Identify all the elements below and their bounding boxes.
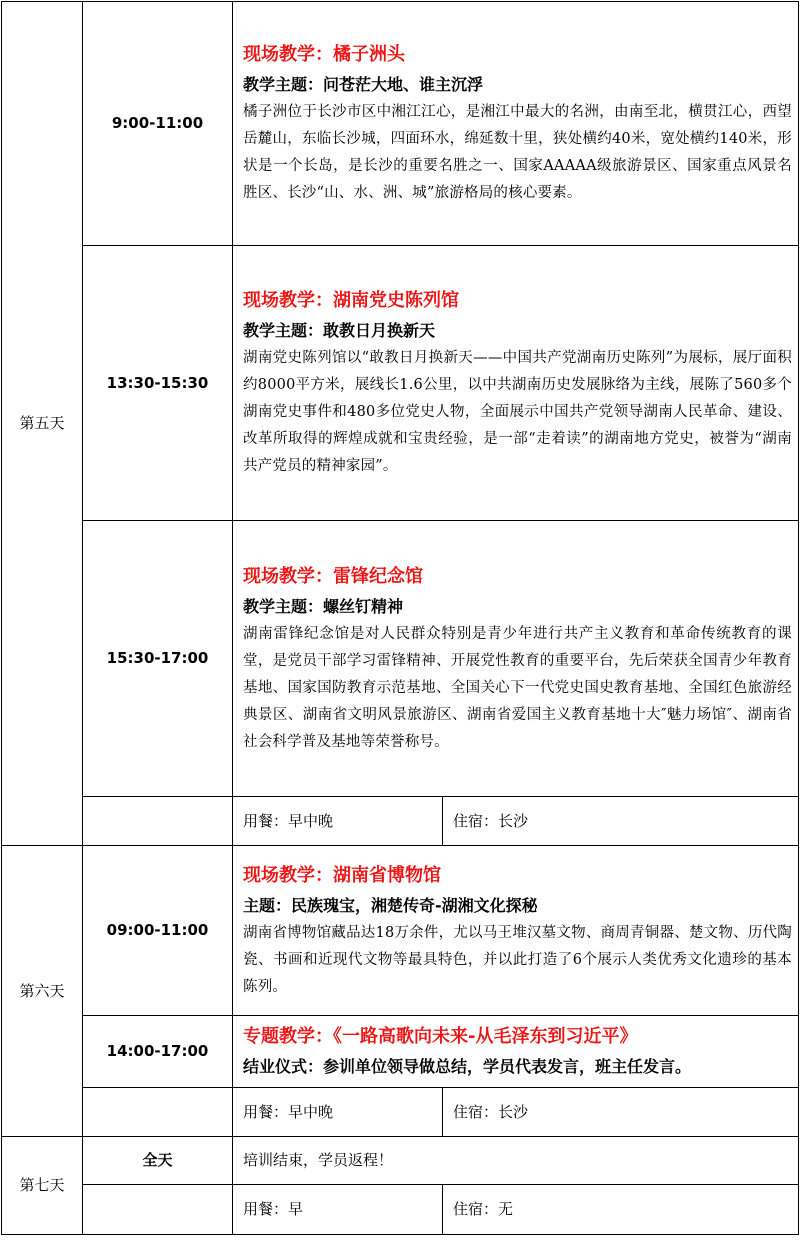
session-heading: 专题教学：《一路高歌向未来-从毛泽东到习近平》 xyxy=(243,1026,638,1047)
session-time: 09:00-11:00 xyxy=(83,846,233,1016)
meal-info: 用餐：早中晚 xyxy=(233,1088,443,1137)
session-content xyxy=(233,846,799,1016)
session-content xyxy=(233,1016,799,1088)
table-row xyxy=(2,846,799,1016)
empty-cell xyxy=(83,797,233,846)
session-description: 湖南省博物馆藏品达18万余件，尤以马王堆汉墓文物、商周青铜器、楚文物、历代陶瓷、书画和近现代文物等最具特色，并以此打造了6个展示人类优秀文化遗珍的基本陈列。 xyxy=(243,924,792,995)
session-content xyxy=(233,246,799,521)
session-time: 全天 xyxy=(83,1137,233,1185)
table-row xyxy=(2,797,799,846)
session-time: 14:00-17:00 xyxy=(83,1016,233,1088)
lodging-info: 住宿：长沙 xyxy=(443,797,799,846)
session-content xyxy=(233,521,799,797)
session-heading: 现场教学：雷锋纪念馆 xyxy=(243,565,423,587)
day-label-6: 第六天 xyxy=(2,846,83,1137)
session-theme: 主题：民族瑰宝，湘楚传奇-湖湘文化探秘 xyxy=(243,895,538,915)
session-heading: 现场教学：湖南党史陈列馆 xyxy=(243,290,459,311)
lodging-info: 住宿：无 xyxy=(443,1185,799,1235)
day-label-7: 第七天 xyxy=(2,1137,83,1235)
table-row xyxy=(2,1016,799,1088)
session-content xyxy=(233,2,799,246)
session-time: 9:00-11:00 xyxy=(83,2,233,246)
table-row xyxy=(2,1185,799,1235)
meal-info: 用餐：早 xyxy=(233,1185,443,1235)
session-time: 13:30-15:30 xyxy=(83,246,233,521)
empty-cell xyxy=(83,1185,233,1235)
session-description: 湖南雷锋纪念馆是对人民群众特别是青少年进行共产主义教育和革命传统教育的课堂，是党员干部学习雷锋精神、开展党性教育的重要平台，先后荣获全国青少年教育基地、国家国防教育示范基地、全国关心下一代党史国史教育基地、全国红色旅游经典景区、湖南省文明风景旅游区、湖南省爱国主义教育基地十大″魅力场馆″、湖南省社会科学普及基地等荣誉称号。 xyxy=(243,625,792,750)
lodging-info: 住宿：长沙 xyxy=(443,1088,799,1137)
session-theme: 结业仪式：参训单位领导做总结，学员代表发言，班主任发言。 xyxy=(243,1057,692,1076)
session-theme: 教学主题：问苍茫大地、谁主沉浮 xyxy=(243,75,484,94)
session-description: 橘子洲位于长沙市区中湘江江心，是湘江中最大的名洲，由南至北，横贯江心，西望岳麓山，东临长沙城，四面环水，绵延数十里，狭处横约40米，宽处横约140米，形状是一个长岛，是长沙的重要名胜之一、国家AAAAA级旅游景区、国家重点风景名胜区、长沙“山、水、洲、城”旅游格局的核心要素。 xyxy=(243,104,792,201)
session-theme: 教学主题：螺丝钉精神 xyxy=(243,596,404,616)
schedule-table xyxy=(1,1,799,1235)
session-text: 培训结束，学员返程！ xyxy=(233,1137,799,1185)
session-time: 15:30-17:00 xyxy=(83,521,233,797)
meal-info: 用餐：早中晚 xyxy=(233,797,443,846)
table-row xyxy=(2,1137,799,1185)
empty-cell xyxy=(83,1088,233,1137)
day-label-5: 第五天 xyxy=(2,2,83,846)
table-row xyxy=(2,246,799,521)
session-heading: 现场教学：橘子洲头 xyxy=(243,44,405,65)
session-heading: 现场教学：湖南省博物馆 xyxy=(243,864,441,886)
table-row xyxy=(2,2,799,246)
session-theme: 教学主题：敢教日月换新天 xyxy=(243,321,436,340)
table-row xyxy=(2,521,799,797)
table-row xyxy=(2,1088,799,1137)
session-description: 湖南党史陈列馆以“敢教日月换新天——中国共产党湖南历史陈列”为展标，展厅面积约8000平方米，展线长1.6公里，以中共湖南历史发展脉络为主线，展陈了560多个湖南党史事件和480多位党史人物，全面展示中国共产党领导湖南人民革命、建设、改革所取得的辉煌成就和宝贵经验，是一部“走着读”的湖南地方党史，被誉为“湖南共产党员的精神家园”。 xyxy=(243,350,792,474)
